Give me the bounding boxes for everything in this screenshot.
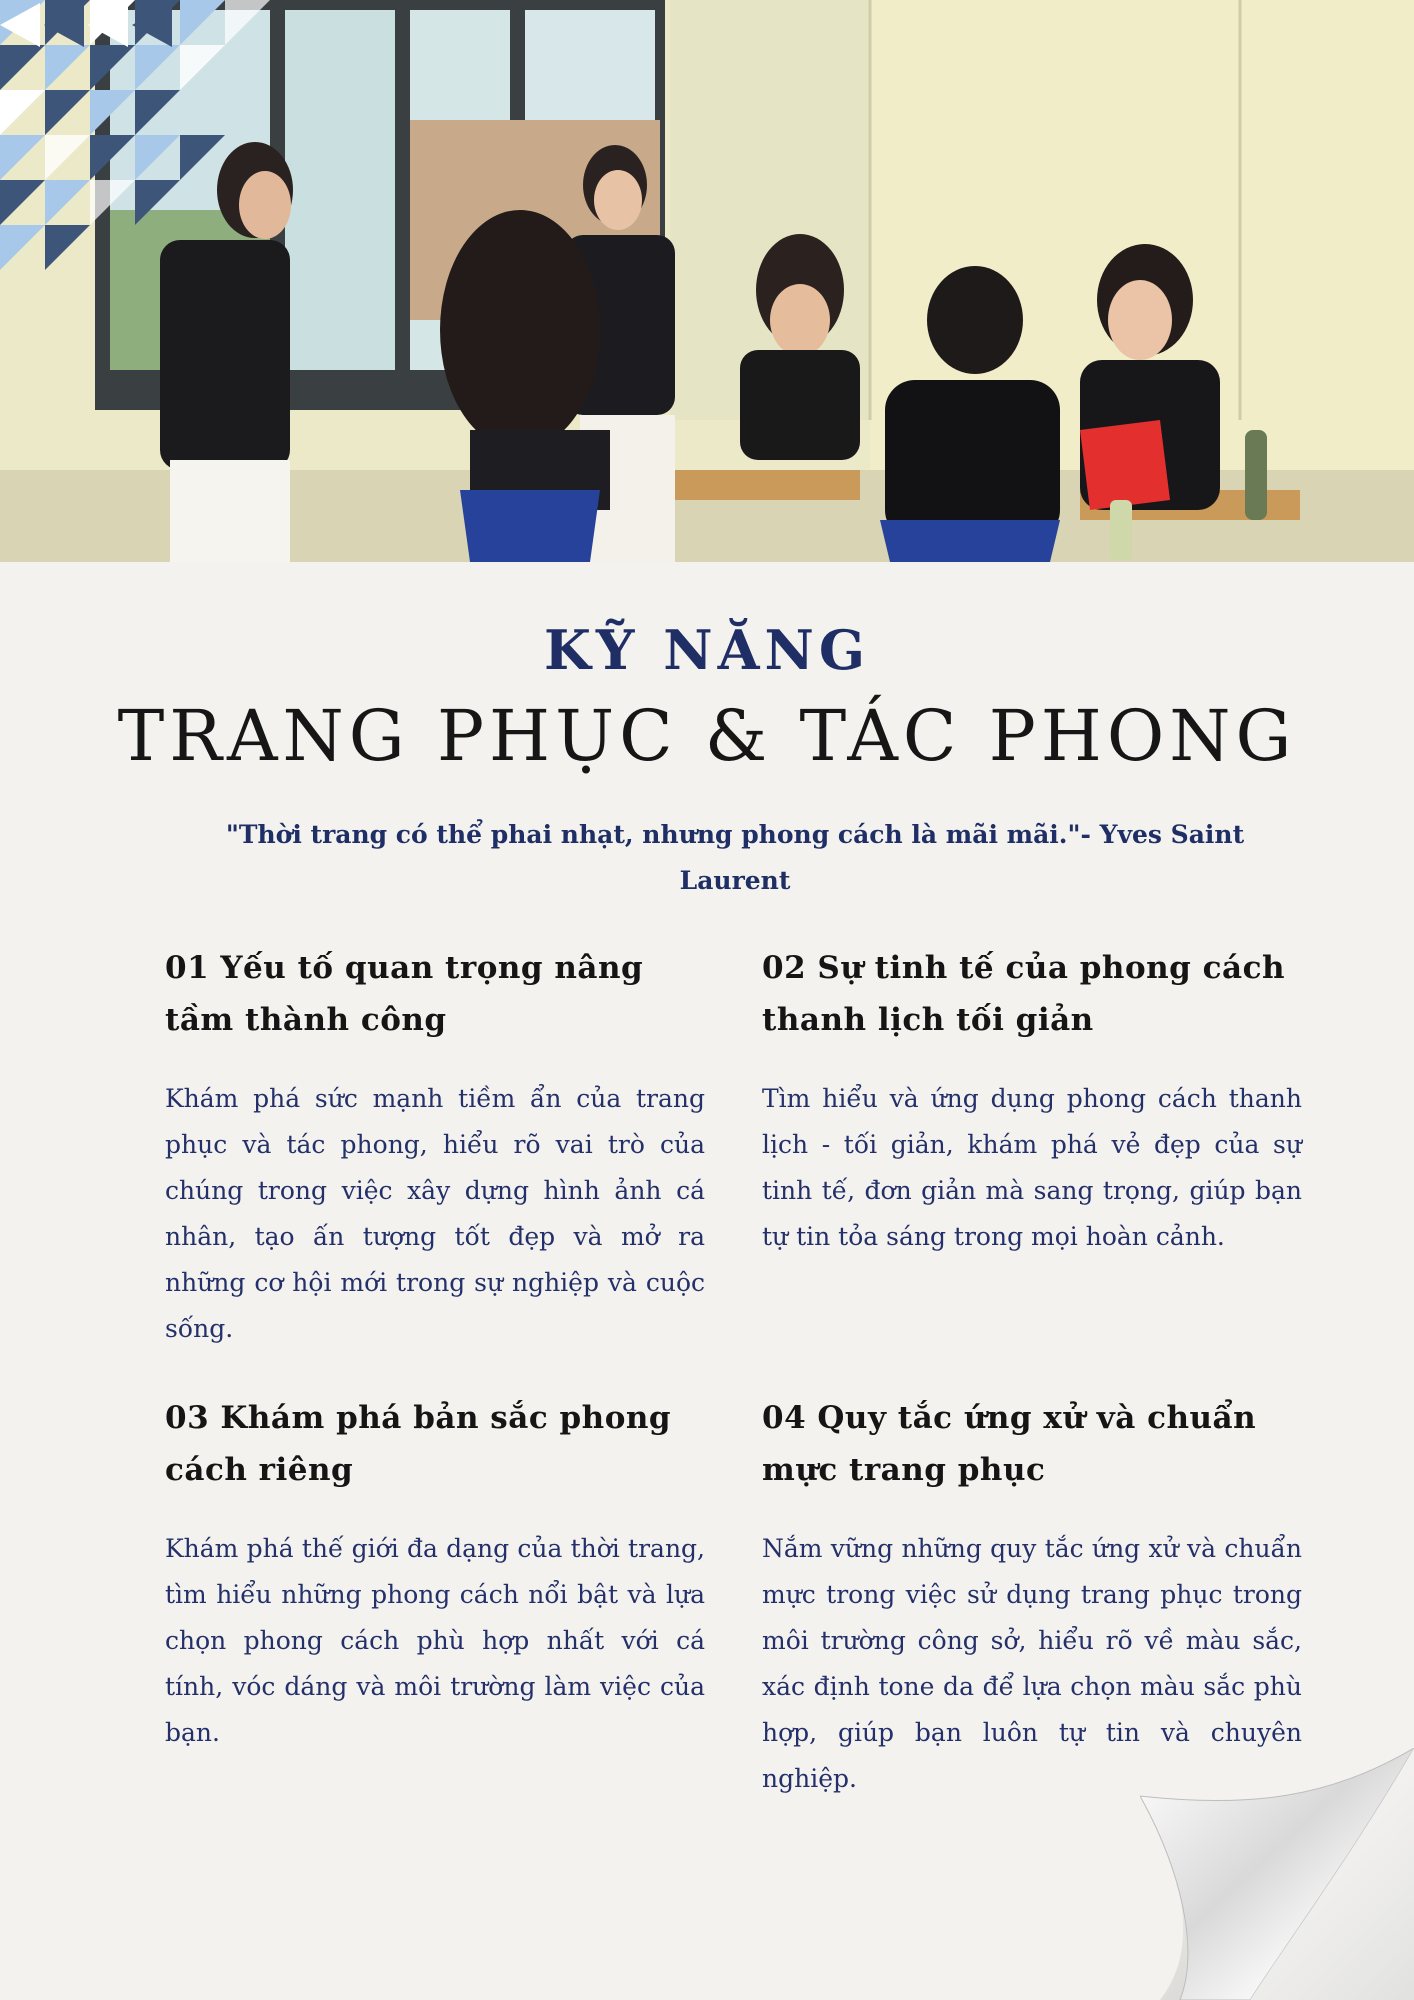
section-heading: 03 Khám phá bản sắc phong cách riêng bbox=[165, 1400, 672, 1488]
section-heading: 01 Yếu tố quan trọng nâng tầm thành công bbox=[165, 950, 644, 1038]
hero-photo bbox=[0, 0, 1414, 562]
section-body: Khám phá sức mạnh tiềm ẩn của trang phục và tác phong, hiểu rõ vai trò của chúng trong việc xây dựng hình ảnh cá nhân, tạo ấn tượng tốt đẹp và mở ra những cơ hội mới trong sự nghiệp và cuộc sống. bbox=[165, 1084, 705, 1343]
quote: "Thời trang có thể phai nhạt, nhưng phong cách là mãi mãi."- Yves Saint Laurent bbox=[225, 820, 1245, 895]
title-block bbox=[0, 615, 1414, 781]
section-01 bbox=[165, 942, 705, 1352]
section-body: Tìm hiểu và ứng dụng phong cách thanh lịch - tối giản, khám phá vẻ đẹp của sự tinh tế, đơn giản mà sang trọng, giúp bạn tự tin tỏa sáng trong mọi hoàn cảnh. bbox=[762, 1084, 1302, 1251]
section-body: Khám phá thế giới đa dạng của thời trang, tìm hiểu những phong cách nổi bật và lựa chọn phong cách phù hợp nhất với cá tính, vóc dáng và môi trường làm việc của bạn. bbox=[165, 1534, 705, 1747]
section-04 bbox=[762, 1392, 1302, 1802]
page-curl-decoration bbox=[1140, 1748, 1414, 2000]
section-03 bbox=[165, 1392, 705, 1756]
section-heading: 02 Sự tinh tế của phong cách thanh lịch tối giản bbox=[762, 950, 1286, 1038]
section-body: Nắm vững những quy tắc ứng xử và chuẩn mực trong việc sử dụng trang phục trong môi trường công sở, hiểu rõ về màu sắc, xác định tone da để lựa chọn màu sắc phù hợp, giúp bạn luôn tự tin và chuyên nghiệp. bbox=[762, 1534, 1302, 1793]
left-arrows-decoration bbox=[0, 0, 175, 50]
page-title: TRANG PHỤC & TÁC PHONG bbox=[117, 695, 1297, 777]
section-02 bbox=[762, 942, 1302, 1260]
section-heading: 04 Quy tắc ứng xử và chuẩn mực trang phục bbox=[762, 1400, 1257, 1488]
title-small: KỸ NĂNG bbox=[543, 618, 870, 682]
